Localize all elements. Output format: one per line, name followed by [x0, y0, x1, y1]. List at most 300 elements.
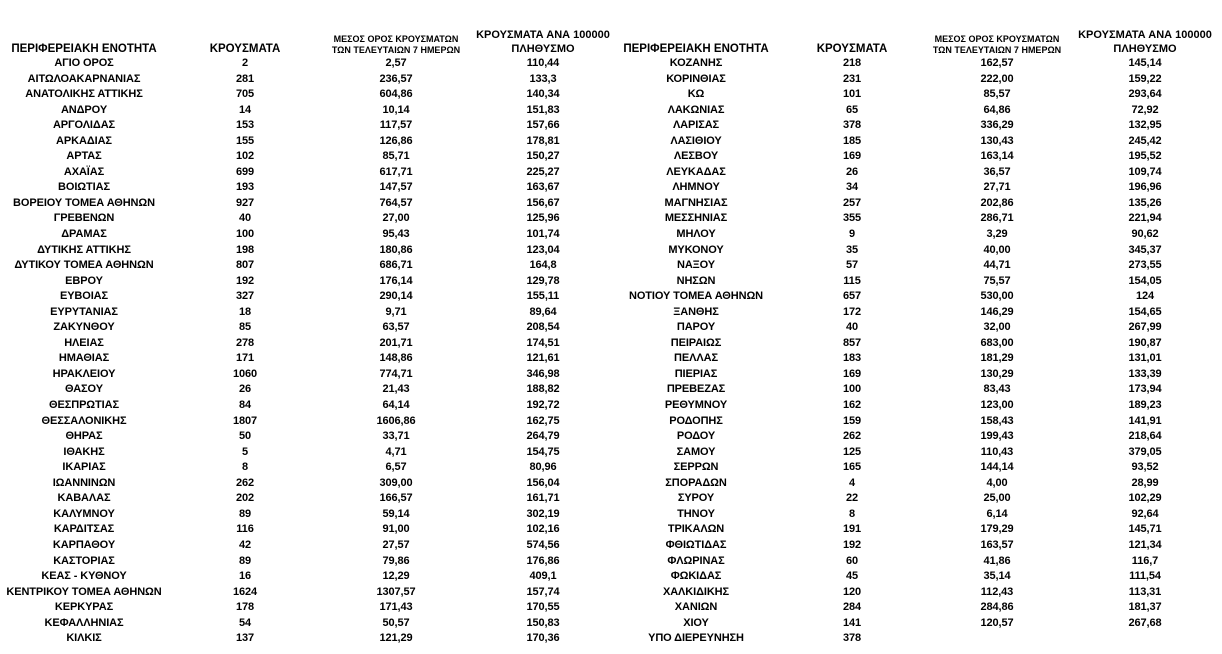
header-avg-right-line1: ΜΕΣΟΣ ΟΡΟΣ ΚΡΟΥΣΜΑΤΩΝ — [934, 34, 1060, 44]
table-row — [0, 258, 1222, 274]
left-cell-cases: 192 — [235, 274, 255, 287]
right-cell-avg7: 40,00 — [983, 243, 1011, 256]
left-cell-per100k: 188,82 — [526, 383, 560, 396]
left-cell-cases: 705 — [235, 88, 255, 101]
table-row — [0, 243, 1222, 259]
left-cell-avg7: 309,00 — [379, 476, 413, 489]
left-cell-avg7: 59,14 — [382, 507, 410, 520]
right-cell-cases: 22 — [845, 492, 859, 505]
right-cell-avg7: 222,00 — [980, 72, 1014, 85]
right-cell-per100k: 132,95 — [1128, 119, 1162, 132]
table-row — [0, 616, 1222, 632]
right-cell-cases: 101 — [842, 88, 862, 101]
right-cell-region: ΛΑΚΩΝΙΑΣ — [667, 103, 725, 116]
right-cell-cases: 355 — [842, 212, 862, 225]
table-row — [0, 585, 1222, 601]
right-cell-cases: 35 — [845, 243, 859, 256]
table-row — [0, 274, 1222, 290]
right-cell-cases: 257 — [842, 196, 862, 209]
left-cell-region: ΖΑΚΥΝΘΟΥ — [53, 321, 115, 334]
left-cell-cases: 278 — [235, 336, 255, 349]
right-cell-per100k: 145,71 — [1128, 523, 1162, 536]
right-cell-region: ΛΗΜΝΟΥ — [672, 181, 720, 194]
right-cell-per100k: 273,55 — [1128, 259, 1162, 272]
left-cell-region: ΙΘΑΚΗΣ — [63, 445, 105, 458]
right-cell-per100k: 190,87 — [1128, 336, 1162, 349]
right-cell-region: ΣΕΡΡΩΝ — [673, 461, 719, 474]
left-cell-avg7: 2,57 — [385, 57, 407, 69]
left-cell-cases: 171 — [235, 352, 255, 365]
right-cell-per100k: 218,64 — [1128, 430, 1162, 443]
right-cell-avg7: 35,14 — [983, 570, 1011, 583]
table-row — [0, 491, 1222, 507]
left-cell-per100k: 133,3 — [529, 72, 557, 85]
header-avg-left — [320, 34, 472, 56]
right-cell-avg7: 130,29 — [980, 367, 1014, 380]
right-cell-region: ΛΑΡΙΣΑΣ — [672, 119, 720, 132]
left-cell-region: ΑΝΑΤΟΛΙΚΗΣ ΑΤΤΙΚΗΣ — [25, 88, 143, 101]
right-cell-cases: 9 — [848, 228, 856, 241]
left-cell-per100k: 121,61 — [526, 352, 560, 365]
left-cell-avg7: 95,43 — [382, 228, 410, 241]
table-row — [0, 507, 1222, 523]
right-cell-cases: 141 — [842, 616, 862, 629]
right-cell-cases: 262 — [842, 430, 862, 443]
left-cell-cases: 1624 — [232, 585, 258, 598]
left-cell-avg7: 79,86 — [382, 554, 410, 567]
right-cell-avg7: 158,43 — [980, 414, 1014, 427]
left-cell-per100k: 110,44 — [526, 57, 560, 69]
left-cell-region: ΙΩΑΝΝΙΝΩΝ — [52, 476, 116, 489]
left-cell-region: ΚΕΦΑΛΛΗΝΙΑΣ — [44, 616, 124, 629]
left-cell-avg7: 9,71 — [385, 305, 407, 318]
table-row — [0, 227, 1222, 243]
left-cell-cases: 281 — [235, 72, 255, 85]
left-cell-region: ΗΜΑΘΙΑΣ — [58, 352, 110, 365]
left-cell-avg7: 147,57 — [379, 181, 413, 194]
right-cell-region: ΚΟΡΙΝΘΙΑΣ — [666, 72, 726, 85]
right-cell-per100k: 116,7 — [1131, 554, 1159, 567]
right-cell-cases: 185 — [842, 134, 862, 147]
left-cell-avg7: 64,14 — [382, 399, 410, 412]
left-cell-cases: 1060 — [232, 367, 258, 380]
left-cell-per100k: 346,98 — [526, 367, 560, 380]
left-cell-cases: 40 — [238, 212, 252, 225]
left-cell-cases: 85 — [238, 321, 252, 334]
right-cell-per100k: 131,01 — [1128, 352, 1162, 365]
left-cell-cases: 2 — [241, 57, 249, 69]
right-cell-avg7: 75,57 — [983, 274, 1011, 287]
right-cell-avg7: 112,43 — [980, 585, 1014, 598]
left-cell-cases: 1807 — [232, 414, 258, 427]
right-cell-region: ΚΟΖΑΝΗΣ — [669, 57, 723, 69]
left-cell-region: ΔΥΤΙΚΗΣ ΑΤΤΙΚΗΣ — [37, 243, 131, 256]
left-cell-region: ΕΥΒΟΙΑΣ — [59, 290, 109, 303]
right-cell-per100k: 102,29 — [1128, 492, 1162, 505]
right-cell-region: ΣΠΟΡΑΔΩΝ — [665, 476, 727, 489]
header-per100k-left — [468, 28, 618, 56]
left-cell-per100k: 140,34 — [526, 88, 560, 101]
header-cases-right: ΚΡΟΥΣΜΑΤΑ — [816, 43, 888, 55]
right-cell-avg7: 123,00 — [980, 399, 1014, 412]
table-body — [0, 56, 1222, 647]
right-cell-region: ΡΟΔΟΥ — [676, 430, 716, 443]
left-cell-region: ΔΡΑΜΑΣ — [61, 228, 107, 241]
left-cell-region: ΒΟΙΩΤΙΑΣ — [58, 181, 110, 194]
left-cell-cases: 262 — [235, 476, 255, 489]
right-cell-avg7: 163,57 — [980, 538, 1014, 551]
left-cell-cases: 116 — [236, 523, 254, 536]
right-cell-cases: 26 — [845, 165, 859, 178]
right-cell-region: ΛΕΥΚΑΔΑΣ — [666, 165, 726, 178]
right-cell-per100k: 121,34 — [1128, 538, 1162, 551]
left-cell-cases: 155 — [235, 134, 255, 147]
right-cell-per100k: 379,05 — [1128, 445, 1162, 458]
left-cell-avg7: 201,71 — [379, 336, 413, 349]
left-cell-cases: 89 — [238, 554, 252, 567]
right-cell-avg7: 144,14 — [980, 461, 1014, 474]
right-cell-region: ΛΕΣΒΟΥ — [673, 150, 719, 163]
table-row — [0, 600, 1222, 616]
right-cell-per100k: 345,37 — [1128, 243, 1162, 256]
table-row — [0, 382, 1222, 398]
left-cell-region: ΗΛΕΙΑΣ — [64, 336, 104, 349]
right-cell-cases: 60 — [845, 554, 859, 567]
table-row — [0, 103, 1222, 119]
right-cell-region: ΝΑΞΟΥ — [676, 259, 716, 272]
right-cell-avg7: 110,43 — [980, 445, 1014, 458]
table-row — [0, 631, 1222, 647]
right-cell-per100k: 90,62 — [1131, 228, 1159, 241]
left-cell-region: ΘΗΡΑΣ — [65, 430, 103, 443]
right-cell-per100k: 196,96 — [1128, 181, 1162, 194]
right-cell-region: ΡΕΘΥΜΝΟΥ — [664, 399, 728, 412]
left-cell-avg7: 604,86 — [379, 88, 413, 101]
right-cell-region: ΜΗΛΟΥ — [676, 228, 716, 241]
right-cell-region: ΜΕΣΣΗΝΙΑΣ — [664, 212, 728, 225]
left-cell-avg7: 12,29 — [382, 570, 410, 583]
left-cell-avg7: 4,71 — [385, 445, 407, 458]
left-cell-per100k: 574,56 — [526, 538, 560, 551]
left-cell-avg7: 764,57 — [379, 196, 413, 209]
left-cell-per100k: 174,51 — [526, 336, 560, 349]
left-cell-cases: 18 — [238, 305, 252, 318]
table-row — [0, 336, 1222, 352]
right-cell-cases: 40 — [845, 321, 859, 334]
right-cell-per100k: 109,74 — [1128, 165, 1162, 178]
left-cell-region: ΚΕΝΤΡΙΚΟΥ ΤΟΜΕΑ ΑΘΗΝΩΝ — [6, 585, 162, 598]
right-cell-cases: 231 — [842, 72, 862, 85]
right-cell-avg7: 6,14 — [986, 507, 1008, 520]
right-cell-region: ΤΡΙΚΑΛΩΝ — [667, 523, 725, 536]
left-cell-region: ΑΡΚΑΔΙΑΣ — [56, 134, 112, 147]
left-cell-per100k: 155,11 — [526, 290, 560, 303]
left-cell-per100k: 80,96 — [529, 461, 557, 474]
left-cell-cases: 89 — [238, 507, 252, 520]
left-cell-region: ΗΡΑΚΛΕΙΟΥ — [52, 367, 116, 380]
table-row — [0, 445, 1222, 461]
right-cell-per100k: 92,64 — [1131, 507, 1159, 520]
left-cell-region: ΚΑΒΑΛΑΣ — [57, 492, 111, 505]
table-row — [0, 56, 1222, 72]
left-cell-cases: 14 — [238, 103, 252, 116]
right-cell-cases: 115 — [843, 274, 861, 287]
header-avg-right-line2: ΤΩΝ ΤΕΛΕΥΤΑΙΩΝ 7 ΗΜΕΡΩΝ — [932, 45, 1062, 55]
left-cell-region: ΚΕΡΚΥΡΑΣ — [54, 601, 114, 614]
right-cell-per100k: 267,68 — [1128, 616, 1162, 629]
right-cell-avg7: 336,29 — [980, 119, 1014, 132]
right-cell-avg7: 163,14 — [980, 150, 1014, 163]
right-cell-region: ΝΗΣΩΝ — [676, 274, 716, 287]
right-cell-region: ΠΕΙΡΑΙΩΣ — [670, 336, 722, 349]
right-cell-avg7: 284,86 — [980, 601, 1014, 614]
header-per100k-left-line2: ΠΛΗΘΥΣΜΟ — [511, 43, 575, 55]
header-per100k-right-line1: ΚΡΟΥΣΜΑΤΑ ΑΝΑ 100000 — [1078, 29, 1212, 41]
table-row — [0, 351, 1222, 367]
right-cell-region: ΤΗΝΟΥ — [677, 507, 715, 520]
left-cell-per100k: 157,66 — [526, 119, 560, 132]
table-row — [0, 196, 1222, 212]
right-cell-per100k: 181,37 — [1128, 601, 1162, 614]
table-row — [0, 429, 1222, 445]
right-cell-region: ΣΑΜΟΥ — [676, 445, 716, 458]
right-cell-cases: 169 — [842, 367, 862, 380]
left-cell-cases: 54 — [238, 616, 252, 629]
left-cell-per100k: 154,75 — [526, 445, 560, 458]
left-cell-cases: 16 — [238, 570, 252, 583]
right-cell-avg7: 181,29 — [980, 352, 1014, 365]
right-cell-cases: 162 — [842, 399, 862, 412]
right-cell-region: ΝΟΤΙΟΥ ΤΟΜΕΑ ΑΘΗΝΩΝ — [628, 290, 764, 303]
left-cell-cases: 100 — [235, 228, 255, 241]
right-cell-region: ΦΩΚΙΔΑΣ — [670, 570, 722, 583]
left-cell-region: ΕΒΡΟΥ — [65, 274, 103, 287]
right-cell-per100k: 293,64 — [1128, 88, 1162, 101]
right-cell-cases: 284 — [842, 601, 862, 614]
table-row — [0, 87, 1222, 103]
right-cell-avg7: 64,86 — [983, 103, 1011, 116]
header-region-right: ΠΕΡΙΦΕΡΕΙΑΚΗ ΕΝΟΤΗΤΑ — [623, 43, 769, 55]
left-cell-cases: 202 — [235, 492, 255, 505]
header-per100k-left-line1: ΚΡΟΥΣΜΑΤΑ ΑΝΑ 100000 — [476, 29, 610, 41]
right-cell-avg7: 130,43 — [980, 134, 1014, 147]
right-cell-avg7: 85,57 — [983, 88, 1011, 101]
right-cell-region: ΠΡΕΒΕΖΑΣ — [666, 383, 726, 396]
right-cell-cases: 57 — [845, 259, 859, 272]
right-cell-avg7: 286,71 — [980, 212, 1014, 225]
left-cell-region: ΔΥΤΙΚΟΥ ΤΟΜΕΑ ΑΘΗΝΩΝ — [14, 259, 154, 272]
right-cell-cases: 857 — [842, 336, 862, 349]
left-cell-region: ΓΡΕΒΕΝΩΝ — [53, 212, 115, 225]
right-cell-per100k — [1070, 631, 1220, 647]
table-row — [0, 522, 1222, 538]
right-cell-cases: 65 — [845, 103, 859, 116]
left-cell-avg7: 27,00 — [382, 212, 410, 225]
left-cell-avg7: 180,86 — [379, 243, 413, 256]
left-cell-avg7: 117,57 — [379, 119, 413, 132]
left-cell-region: ΑΓΙΟ ΟΡΟΣ — [54, 57, 114, 69]
left-cell-per100k: 162,75 — [526, 414, 560, 427]
right-cell-per100k: 28,99 — [1131, 476, 1159, 489]
left-cell-per100k: 150,27 — [526, 150, 560, 163]
left-cell-region: ΘΕΣΣΑΛΟΝΙΚΗΣ — [41, 414, 127, 427]
right-cell-avg7: 3,29 — [986, 228, 1008, 241]
left-cell-per100k: 89,64 — [529, 305, 557, 318]
left-cell-avg7: 6,57 — [385, 461, 407, 474]
right-cell-cases: 165 — [842, 461, 862, 474]
header-per100k-right-line2: ΠΛΗΘΥΣΜΟ — [1113, 43, 1177, 55]
right-cell-per100k: 113,31 — [1128, 585, 1162, 598]
left-cell-cases: 153 — [235, 119, 255, 132]
right-cell-region: ΥΠΟ ΔΙΕΡΕΥΝΗΣΗ — [648, 632, 744, 645]
left-cell-avg7: 1606,86 — [376, 414, 416, 427]
table-row — [0, 414, 1222, 430]
table-row — [0, 149, 1222, 165]
left-cell-region: ΑΙΤΩΛΟΑΚΑΡΝΑΝΙΑΣ — [27, 72, 141, 85]
right-cell-cases: 172 — [842, 305, 862, 318]
right-cell-avg7: 44,71 — [983, 259, 1011, 272]
left-cell-region: ΒΟΡΕΙΟΥ ΤΟΜΕΑ ΑΘΗΝΩΝ — [13, 196, 155, 209]
right-cell-per100k: 173,94 — [1128, 383, 1162, 396]
table-row — [0, 320, 1222, 336]
left-cell-avg7: 10,14 — [382, 103, 410, 116]
left-cell-cases: 193 — [235, 181, 255, 194]
table-row — [0, 398, 1222, 414]
left-cell-region: ΑΡΓΟΛΙΔΑΣ — [52, 119, 116, 132]
right-cell-avg7: 202,86 — [980, 196, 1014, 209]
table-row — [0, 538, 1222, 554]
right-cell-avg7: 36,57 — [983, 165, 1011, 178]
right-cell-avg7 — [922, 631, 1072, 647]
header-avg-left-line2: ΤΩΝ ΤΕΛΕΥΤΑΙΩΝ 7 ΗΜΕΡΩΝ — [331, 45, 461, 55]
left-cell-cases: 198 — [235, 243, 255, 256]
left-cell-region: ΚΑΛΥΜΝΟΥ — [53, 507, 115, 520]
right-cell-per100k: 154,05 — [1128, 274, 1162, 287]
right-cell-per100k: 154,65 — [1128, 305, 1162, 318]
right-cell-cases: 378 — [842, 632, 862, 645]
left-cell-per100k: 170,36 — [526, 632, 560, 645]
left-cell-cases: 327 — [235, 290, 255, 303]
left-cell-avg7: 171,43 — [379, 601, 413, 614]
table-row — [0, 554, 1222, 570]
right-cell-per100k: 133,39 — [1128, 367, 1162, 380]
left-cell-per100k: 163,67 — [526, 181, 560, 194]
left-cell-region: ΑΝΔΡΟΥ — [60, 103, 108, 116]
left-cell-avg7: 617,71 — [379, 165, 413, 178]
table-row — [0, 211, 1222, 227]
left-cell-region: ΘΑΣΟΥ — [65, 383, 103, 396]
right-cell-region: ΧΑΛΚΙΔΙΚΗΣ — [662, 585, 730, 598]
table-row — [0, 367, 1222, 383]
right-cell-per100k: 267,99 — [1128, 321, 1162, 334]
right-cell-avg7: 146,29 — [980, 305, 1014, 318]
left-cell-per100k: 125,96 — [526, 212, 560, 225]
left-cell-per100k: 225,27 — [526, 165, 560, 178]
right-cell-region: ΞΑΝΘΗΣ — [673, 305, 719, 318]
right-cell-per100k: 135,26 — [1128, 196, 1162, 209]
right-cell-per100k: 93,52 — [1131, 461, 1159, 474]
table-row — [0, 460, 1222, 476]
left-cell-region: ΚΕΑΣ - ΚΥΘΝΟΥ — [41, 570, 127, 583]
left-cell-region: ΚΙΛΚΙΣ — [66, 632, 102, 645]
right-cell-avg7: 120,57 — [980, 616, 1014, 629]
header-cases-left: ΚΡΟΥΣΜΑΤΑ — [209, 43, 281, 55]
left-cell-per100k: 178,81 — [526, 134, 560, 147]
right-cell-region: ΧΑΝΙΩΝ — [674, 601, 718, 614]
left-cell-region: ΕΥΡΥΤΑΝΙΑΣ — [50, 305, 118, 318]
table-row — [0, 118, 1222, 134]
left-cell-avg7: 27,57 — [382, 538, 410, 551]
right-cell-per100k: 145,14 — [1128, 57, 1162, 69]
left-cell-region: ΙΚΑΡΙΑΣ — [62, 461, 106, 474]
left-cell-per100k: 156,04 — [526, 476, 560, 489]
left-cell-cases: 178 — [235, 601, 255, 614]
right-cell-cases: 125 — [842, 445, 862, 458]
left-cell-cases: 5 — [241, 445, 249, 458]
right-cell-per100k: 111,54 — [1129, 570, 1161, 583]
left-cell-avg7: 63,57 — [382, 321, 410, 334]
right-cell-region: ΡΟΔΟΠΗΣ — [669, 414, 723, 427]
left-cell-avg7: 91,00 — [382, 523, 410, 536]
header-region-left: ΠΕΡΙΦΕΡΕΙΑΚΗ ΕΝΟΤΗΤΑ — [11, 43, 157, 55]
right-cell-per100k: 189,23 — [1128, 399, 1162, 412]
left-cell-per100k: 192,72 — [526, 399, 560, 412]
header-per100k-right — [1070, 28, 1220, 56]
left-cell-per100k: 157,74 — [526, 585, 560, 598]
left-cell-per100k: 161,71 — [526, 492, 560, 505]
left-cell-avg7: 21,43 — [382, 383, 410, 396]
right-cell-per100k: 221,94 — [1128, 212, 1162, 225]
left-cell-per100k: 170,55 — [526, 601, 560, 614]
left-cell-per100k: 102,16 — [526, 523, 560, 536]
right-cell-region: ΧΙΟΥ — [683, 616, 709, 629]
left-cell-region: ΚΑΡΠΑΘΟΥ — [52, 538, 116, 551]
right-cell-region: ΠΕΛΛΑΣ — [674, 352, 718, 365]
table-row — [0, 134, 1222, 150]
left-cell-per100k: 264,79 — [526, 430, 560, 443]
left-cell-avg7: 236,57 — [379, 72, 413, 85]
right-cell-region: ΦΘΙΩΤΙΔΑΣ — [665, 538, 727, 551]
left-cell-per100k: 151,83 — [526, 103, 560, 116]
left-cell-cases: 102 — [235, 150, 255, 163]
right-cell-avg7: 83,43 — [983, 383, 1011, 396]
left-cell-region: ΚΑΣΤΟΡΙΑΣ — [53, 554, 115, 567]
right-cell-per100k: 124 — [1135, 290, 1155, 303]
left-cell-avg7: 176,14 — [379, 274, 413, 287]
left-cell-avg7: 148,86 — [379, 352, 413, 365]
left-cell-cases: 699 — [235, 165, 255, 178]
left-cell-cases: 50 — [238, 430, 252, 443]
left-cell-avg7: 166,57 — [379, 492, 413, 505]
right-cell-per100k: 195,52 — [1128, 150, 1162, 163]
right-cell-avg7: 25,00 — [983, 492, 1011, 505]
right-cell-cases: 34 — [845, 181, 859, 194]
right-cell-cases: 159 — [842, 414, 862, 427]
left-cell-per100k: 409,1 — [529, 570, 557, 583]
right-cell-cases: 45 — [845, 570, 859, 583]
left-cell-avg7: 774,71 — [379, 367, 413, 380]
table-row — [0, 180, 1222, 196]
right-cell-avg7: 530,00 — [980, 290, 1014, 303]
left-cell-cases: 8 — [241, 461, 249, 474]
right-cell-avg7: 4,00 — [986, 476, 1008, 489]
left-cell-region: ΑΡΤΑΣ — [66, 150, 102, 163]
table-row — [0, 72, 1222, 88]
left-cell-region: ΘΕΣΠΡΩΤΙΑΣ — [49, 399, 119, 412]
table-row — [0, 289, 1222, 305]
table-row — [0, 165, 1222, 181]
right-cell-avg7: 162,57 — [980, 57, 1014, 69]
